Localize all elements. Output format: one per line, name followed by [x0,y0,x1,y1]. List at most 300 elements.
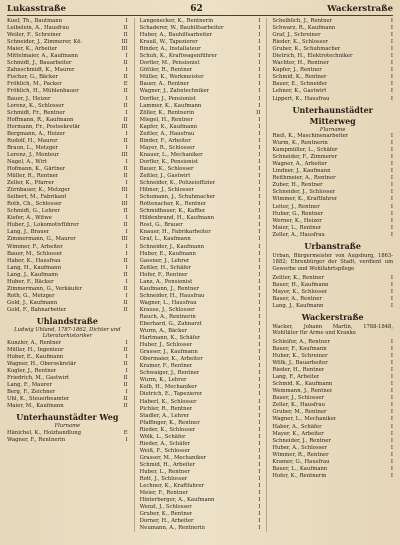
entry-name: Scheiblich, J., Rentner [272,18,333,24]
entry-floor: I [258,130,261,137]
entry-name: Lang, F., Arbeiter [272,374,320,381]
directory-entry [140,469,261,476]
directory-entry [7,166,128,173]
entry-name: Graf, J., Schreiner [272,32,321,39]
directory-entry [140,321,261,328]
directory-entry [7,39,128,46]
street-description: Flurname [319,126,346,133]
entry-name: Stadler, A., Lehrer [139,412,190,419]
directory-entry [272,189,393,196]
directory-entry [140,300,261,307]
entry-floor: I [125,389,128,396]
entry-floor: I [390,18,394,24]
entry-floor: I [258,321,261,328]
entry-name: Bauer, E., Schneider [272,81,328,88]
directory-entry [7,81,128,88]
entry-floor: I [390,32,394,39]
entry-floor: I [258,405,261,412]
entry-name: Seibert, M., Fabrikant [7,194,67,201]
entry-name: Pichler, R., Rentner [139,405,193,412]
directory-entry [140,131,261,138]
entry-floor: I [390,67,394,74]
entry-name: Leibelein, A., Hausfrau [7,25,70,32]
directory-entry [272,346,393,353]
entry-floor: I [258,356,261,363]
directory-entry [140,81,261,88]
entry-floor: I [390,147,394,154]
entry-name: Kiefer, A., Witwe [7,215,52,222]
entry-floor: I [258,250,261,257]
entry-floor: I [258,116,261,123]
directory-entry [140,279,261,286]
entry-name: Bauer, A., Rentner [139,81,190,88]
directory-entry [272,175,393,182]
directory-entry [140,525,261,532]
entry-floor: I [390,140,394,147]
entry-floor: I [258,60,261,67]
entry-floor: II [123,396,128,403]
directory-entry [140,370,261,377]
directory-entry [7,25,128,32]
directory-entry [140,518,261,525]
entry-name: Dietrich, H., Elektrotechniker [272,53,353,60]
directory-entry [140,53,261,60]
entry-name: Lang, H., Kaufmann [7,264,62,271]
directory-entry [7,46,128,53]
directory-entry [140,504,261,511]
entry-floor: II [123,25,128,32]
entry-floor: I [258,497,261,504]
entry-name: Kramer, G., Hausfrau [272,458,330,465]
directory-entry [7,145,128,152]
entry-floor: I [390,53,394,60]
entry-name: Huber, F., Bäcker [7,278,54,285]
entry-name: Mittelmaier, A., Kaufmann [7,53,78,60]
entry-name: Zeitler, H., Schäfer [139,264,191,271]
entry-name: Müller, R., Rentner [7,173,59,180]
directory-entry [140,103,261,110]
entry-name: Bauer, H., Kaufmann [272,281,329,288]
entry-name: Gruber, M., Rentner [272,409,327,416]
directory-entry [7,215,128,222]
entry-floor: I [390,161,394,168]
directory-entry [140,222,261,229]
directory-entry [140,67,261,74]
entry-floor: I [258,165,261,172]
entry-name: Schneider, F., Zimmerer [272,154,338,161]
entry-floor: I [390,88,394,95]
entry-floor: I [258,440,261,447]
directory-entry [7,180,128,187]
entry-name: Schmidt, Fr., Rentner [7,109,66,116]
directory-entry [140,159,261,166]
entry-name: Schmid, K., Rentner [272,74,327,81]
entry-name: Schmid, K., Kaufmann [272,381,333,388]
entry-floor: I [390,81,394,88]
entry-floor: I [390,203,394,210]
entry-floor: I [390,444,394,451]
directory-entry [140,272,261,279]
directory-entry [7,403,128,410]
entry-name: Wagner, A., Arbeiter [272,161,327,168]
directory-entry [7,187,128,194]
entry-floor: I [390,295,394,302]
entry-name: Kuef, Th., Bautmann [7,18,63,24]
directory-entry [272,360,393,367]
entry-floor: I [390,423,394,430]
directory-entry [7,60,128,67]
directory-entry [140,293,261,300]
entry-name: Mayer, K., Schlosser [272,288,328,295]
entry-name: Friedrich, M., Gastwirt [7,375,69,382]
entry-name: Zimmermann, G., Maurer [7,236,76,243]
entry-floor: I [390,74,394,81]
entry-floor: I [258,39,261,46]
directory-entry [7,194,128,201]
entry-floor: I [258,173,261,180]
entry-name: Bauer, J., Schlosser [272,395,325,402]
directory-entry [140,434,261,441]
entry-floor: II [123,74,128,81]
directory-entry [7,201,128,208]
entry-floor: II [123,361,128,368]
directory-entry [140,138,261,145]
entry-name: Rieder, A., Schäfer [139,440,190,447]
entry-name: Zeller, K., Pfarrer [7,180,55,187]
entry-floor: I [390,451,394,458]
entry-floor: I [258,264,261,271]
entry-name: Schuh, K., Kraftwagenführer [139,53,218,60]
entry-floor: I [258,46,261,53]
entry-floor: I [390,346,394,353]
entry-floor: I [390,133,394,140]
entry-name: Rottenacher, K., Rentner [139,201,207,208]
entry-name: Huber, E., Kaufmann [139,250,196,257]
entry-floor: I [390,189,394,196]
entry-name: Schneider, K., Polizeioffizier [139,180,216,187]
directory-entry [272,431,393,438]
entry-floor: II [123,375,128,382]
entry-name: Berg, F., Zeichner [7,389,56,396]
street-description: Flurname [54,423,81,430]
entry-name: Huber, G., Rentner [272,210,324,217]
entry-floor: II [123,403,128,410]
directory-entry [272,211,393,218]
entry-floor: I [390,281,394,288]
page-header [7,4,393,16]
directory-entry [7,236,128,243]
entry-floor: I [258,398,261,405]
entry-name: Braun, L., Metzger [7,144,58,151]
entry-floor: I [258,419,261,426]
header-right: Wackerstraße [327,4,393,14]
entry-name: Weiler, F., Schreiner [7,32,62,39]
entry-name: Schneider, J., Schlosser [272,189,336,196]
street-heading: Unterhaunstädter Weg [16,412,119,423]
page-number: 62 [190,4,203,14]
directory-entry [7,67,128,74]
entry-name: Hinterberger, A., Kaufmann [139,497,215,504]
entry-name: Schwaiger, J., Rentner [139,370,200,377]
entry-name: Gold, J., Kaufmann [7,299,58,306]
entry-name: Werner, K., Heizer [272,217,322,224]
entry-floor: I [125,264,128,271]
entry-floor: I [258,525,261,532]
directory-entry [272,473,393,480]
entry-floor: I [258,53,261,60]
entry-name: Huber, K., Schreiner [272,353,328,360]
directory-entry [140,511,261,518]
entry-list [272,275,393,310]
directory-entry [272,381,393,388]
entry-floor: I [258,151,261,158]
street-description: Urban, Bürgermeister von Augsburg, 1863-1882; Ehrenbürger der Stadt, verdient um Gewerbe und Wohlfahrtspflege [272,252,394,272]
entry-floor: II [123,208,128,215]
directory-entry [272,416,393,423]
entry-floor: I [258,377,261,384]
entry-floor: I [258,299,261,306]
entry-floor: I [258,158,261,165]
entry-name: Rieder, K., Schlosser [272,39,329,46]
directory-entry [140,406,261,413]
entry-name: Lechner, K., Kraftfahrer [139,483,205,490]
entry-floor: II [123,222,128,229]
entry-floor: I [258,222,261,229]
entry-floor: I [390,196,394,203]
entry-floor: I [258,88,261,95]
entry-floor: I [258,384,261,391]
directory-entry [7,173,128,180]
entry-floor: I [258,236,261,243]
entry-name: Dorner, H., Arbeiter [139,518,194,525]
entry-name: Zeitler, K., Rentner [272,274,324,281]
entry-name: Dorfler, K., Pensionist [139,158,199,165]
directory-entry [272,133,393,140]
entry-name: Roth, G., Metzger [7,292,55,299]
entry-name: Wölk, J., Bauarbeiter [272,360,328,367]
entry-name: Meier, F., Rentner [139,490,189,497]
directory-entry [7,110,128,117]
entry-name: Schneider, J., Rentner [272,437,331,444]
entry-name: Wagner, F., Rentnerin [7,436,66,443]
entry-floor: I [390,409,394,416]
directory-entry [140,427,261,434]
entry-floor: II [256,109,261,116]
directory-entry [272,67,393,74]
directory-entry [7,88,128,95]
entry-floor: I [390,274,394,281]
entry-name: Gold, F., Bahnarbeiter [7,306,67,313]
entry-name: Lorenz, J., Monteur [7,151,59,158]
directory-entry [7,265,128,272]
entry-floor: I [390,60,394,67]
entry-name: Maier, L., Rentner [272,224,322,231]
directory-entry [7,347,128,354]
entry-name: Wagner, L., Mechaniker [272,416,337,423]
directory-entry [140,342,261,349]
directory-entry [272,161,393,168]
entry-name: Bauer, L., Kaufmann [272,465,328,472]
entry-floor: III [121,236,128,243]
entry-floor: I [125,354,128,361]
directory-entry [7,96,128,103]
directory-entry [140,413,261,420]
directory-entry [7,258,128,265]
directory-entry [140,335,261,342]
directory-entry [7,272,128,279]
directory-entry [7,117,128,124]
entry-floor: I [258,426,261,433]
entry-floor: I [258,504,261,511]
directory-entry [140,265,261,272]
entry-floor: I [125,243,128,250]
entry-name: Wurm, K., Lehrer [139,377,187,384]
directory-entry [272,374,393,381]
directory-entry [140,356,261,363]
entry-floor: I [258,144,261,151]
entry-floor: I [258,215,261,222]
entry-name: Kaufmann, J., Rentner [139,285,200,292]
entry-floor: I [390,302,394,309]
entry-floor: I [125,292,128,299]
entry-list [7,18,128,314]
entry-name: Huber, A., Bauhilfsarbeiter [139,32,213,39]
entry-floor: II [123,137,128,144]
entry-name: Obermaier, K., Arbeiter [139,356,203,363]
entry-floor: I [258,412,261,419]
entry-name: Kolb, H., Mechaniker [139,384,197,391]
directory-entry [140,166,261,173]
entry-floor: I [258,123,261,130]
entry-floor: I [390,95,394,102]
entry-floor: I [258,271,261,278]
entry-floor: I [390,472,394,479]
entry-name: Zuber, H., Rentner [272,182,323,189]
entry-list [272,339,393,480]
directory-entry [272,96,393,103]
entry-floor: I [258,349,261,356]
directory-entry [272,459,393,466]
entry-name: Grasser, J., Kaufmann [139,349,198,356]
entry-floor: I [258,102,261,109]
directory-entry [7,244,128,251]
entry-floor: I [258,18,261,24]
entry-floor: I [258,433,261,440]
entry-floor: I [258,335,261,342]
entry-name: Huber, J., Schlosser [139,342,193,349]
directory-entry [140,18,261,25]
entry-floor: I [390,353,394,360]
directory-entry [7,251,128,258]
entry-name: Gruber, K., Schuhmacher [272,46,341,53]
entry-floor: I [125,95,128,102]
directory-entry [272,296,393,303]
entry-name: Wimmer, K., Kraftfahrer [272,196,338,203]
directory-entry [7,222,128,229]
entry-name: Fischer, G., Bäcker [7,74,58,81]
entry-name: Haber, A., Schäfer [272,423,322,430]
street-heading: Unterhaunstädter Mitterweg [292,104,373,126]
entry-floor: II [123,347,128,354]
entry-floor: I [258,370,261,377]
entry-floor: I [125,53,128,60]
entry-name: Huber, A., Schlosser [272,444,328,451]
entry-name: Wagner, J., Zahntechniker [139,88,210,95]
directory-entry [140,201,261,208]
directory-entry [272,289,393,296]
directory-entry [7,307,128,314]
entry-name: Kapfer, J., Rentner [272,67,322,74]
entry-name: Uhl, K., Steuerbeamter [7,396,70,403]
entry-name: Huber, L., Rentner [139,469,190,475]
entry-floor: I [390,175,394,182]
entry-floor: I [258,208,261,215]
directory-entry [7,159,128,166]
entry-list [7,430,128,444]
entry-name: Schmidt, G., Lehrer [7,208,60,215]
directory-entry [140,173,261,180]
entry-name: Bauer, F., Kaufmann [272,346,327,353]
directory-entry [7,32,128,39]
entry-floor: I [258,95,261,102]
entry-name: Zahnschmidt, K., Maurer [7,67,75,74]
entry-name: Reithmeier, A., Rentner [272,175,336,182]
directory-entry [7,300,128,307]
entry-name: Hilmer, J., Schlosser [139,187,194,194]
directory-entry [140,258,261,265]
entry-name: Zeitler, J., Gastwirt [139,173,191,180]
entry-name: Zimmermann, G., Verkäufer [7,285,82,292]
entry-name: Lippert, K., Hausfrau [272,95,330,102]
directory-entry [140,187,261,194]
directory-entry [140,286,261,293]
directory-entry [140,448,261,455]
entry-floor: I [258,243,261,250]
entry-name: Kapfer, K., Kaufmann [139,123,198,130]
directory-entry [272,303,393,310]
entry-floor: II [123,299,128,306]
directory-entry [7,18,128,25]
directory-entry [140,349,261,356]
directory-entry [7,396,128,403]
columns [7,18,393,532]
entry-name: Binder, A., Installateur [139,46,201,53]
entry-list [272,18,393,103]
entry-name: Knauer, L., Mechaniker [139,151,203,158]
directory-entry [272,466,393,473]
entry-name: Schumann, J., Schuhmacher [139,194,216,201]
entry-floor: I [390,430,394,437]
entry-name: Hildenbrand, H., Kaufmann [139,215,215,222]
entry-name: Kunzler, A., Rentner [7,339,62,346]
directory-entry [140,39,261,46]
entry-floor: I [125,215,128,222]
directory-entry [140,314,261,321]
directory-entry [7,437,128,444]
entry-floor: III [121,151,128,158]
entry-floor: II [123,173,128,180]
directory-entry [272,74,393,81]
directory-entry [140,117,261,124]
directory-entry [272,395,393,402]
street-description: Ludwig Uhland, 1787-1862, Dichter und Literaturhistoriker [14,326,121,340]
street-heading: Wackerstraße [301,311,364,322]
entry-name: Bergmann, A., Heizer [7,130,66,137]
entry-floor: I [125,130,128,137]
directory-entry [272,204,393,211]
directory-entry [7,74,128,81]
entry-floor: II [123,382,128,389]
